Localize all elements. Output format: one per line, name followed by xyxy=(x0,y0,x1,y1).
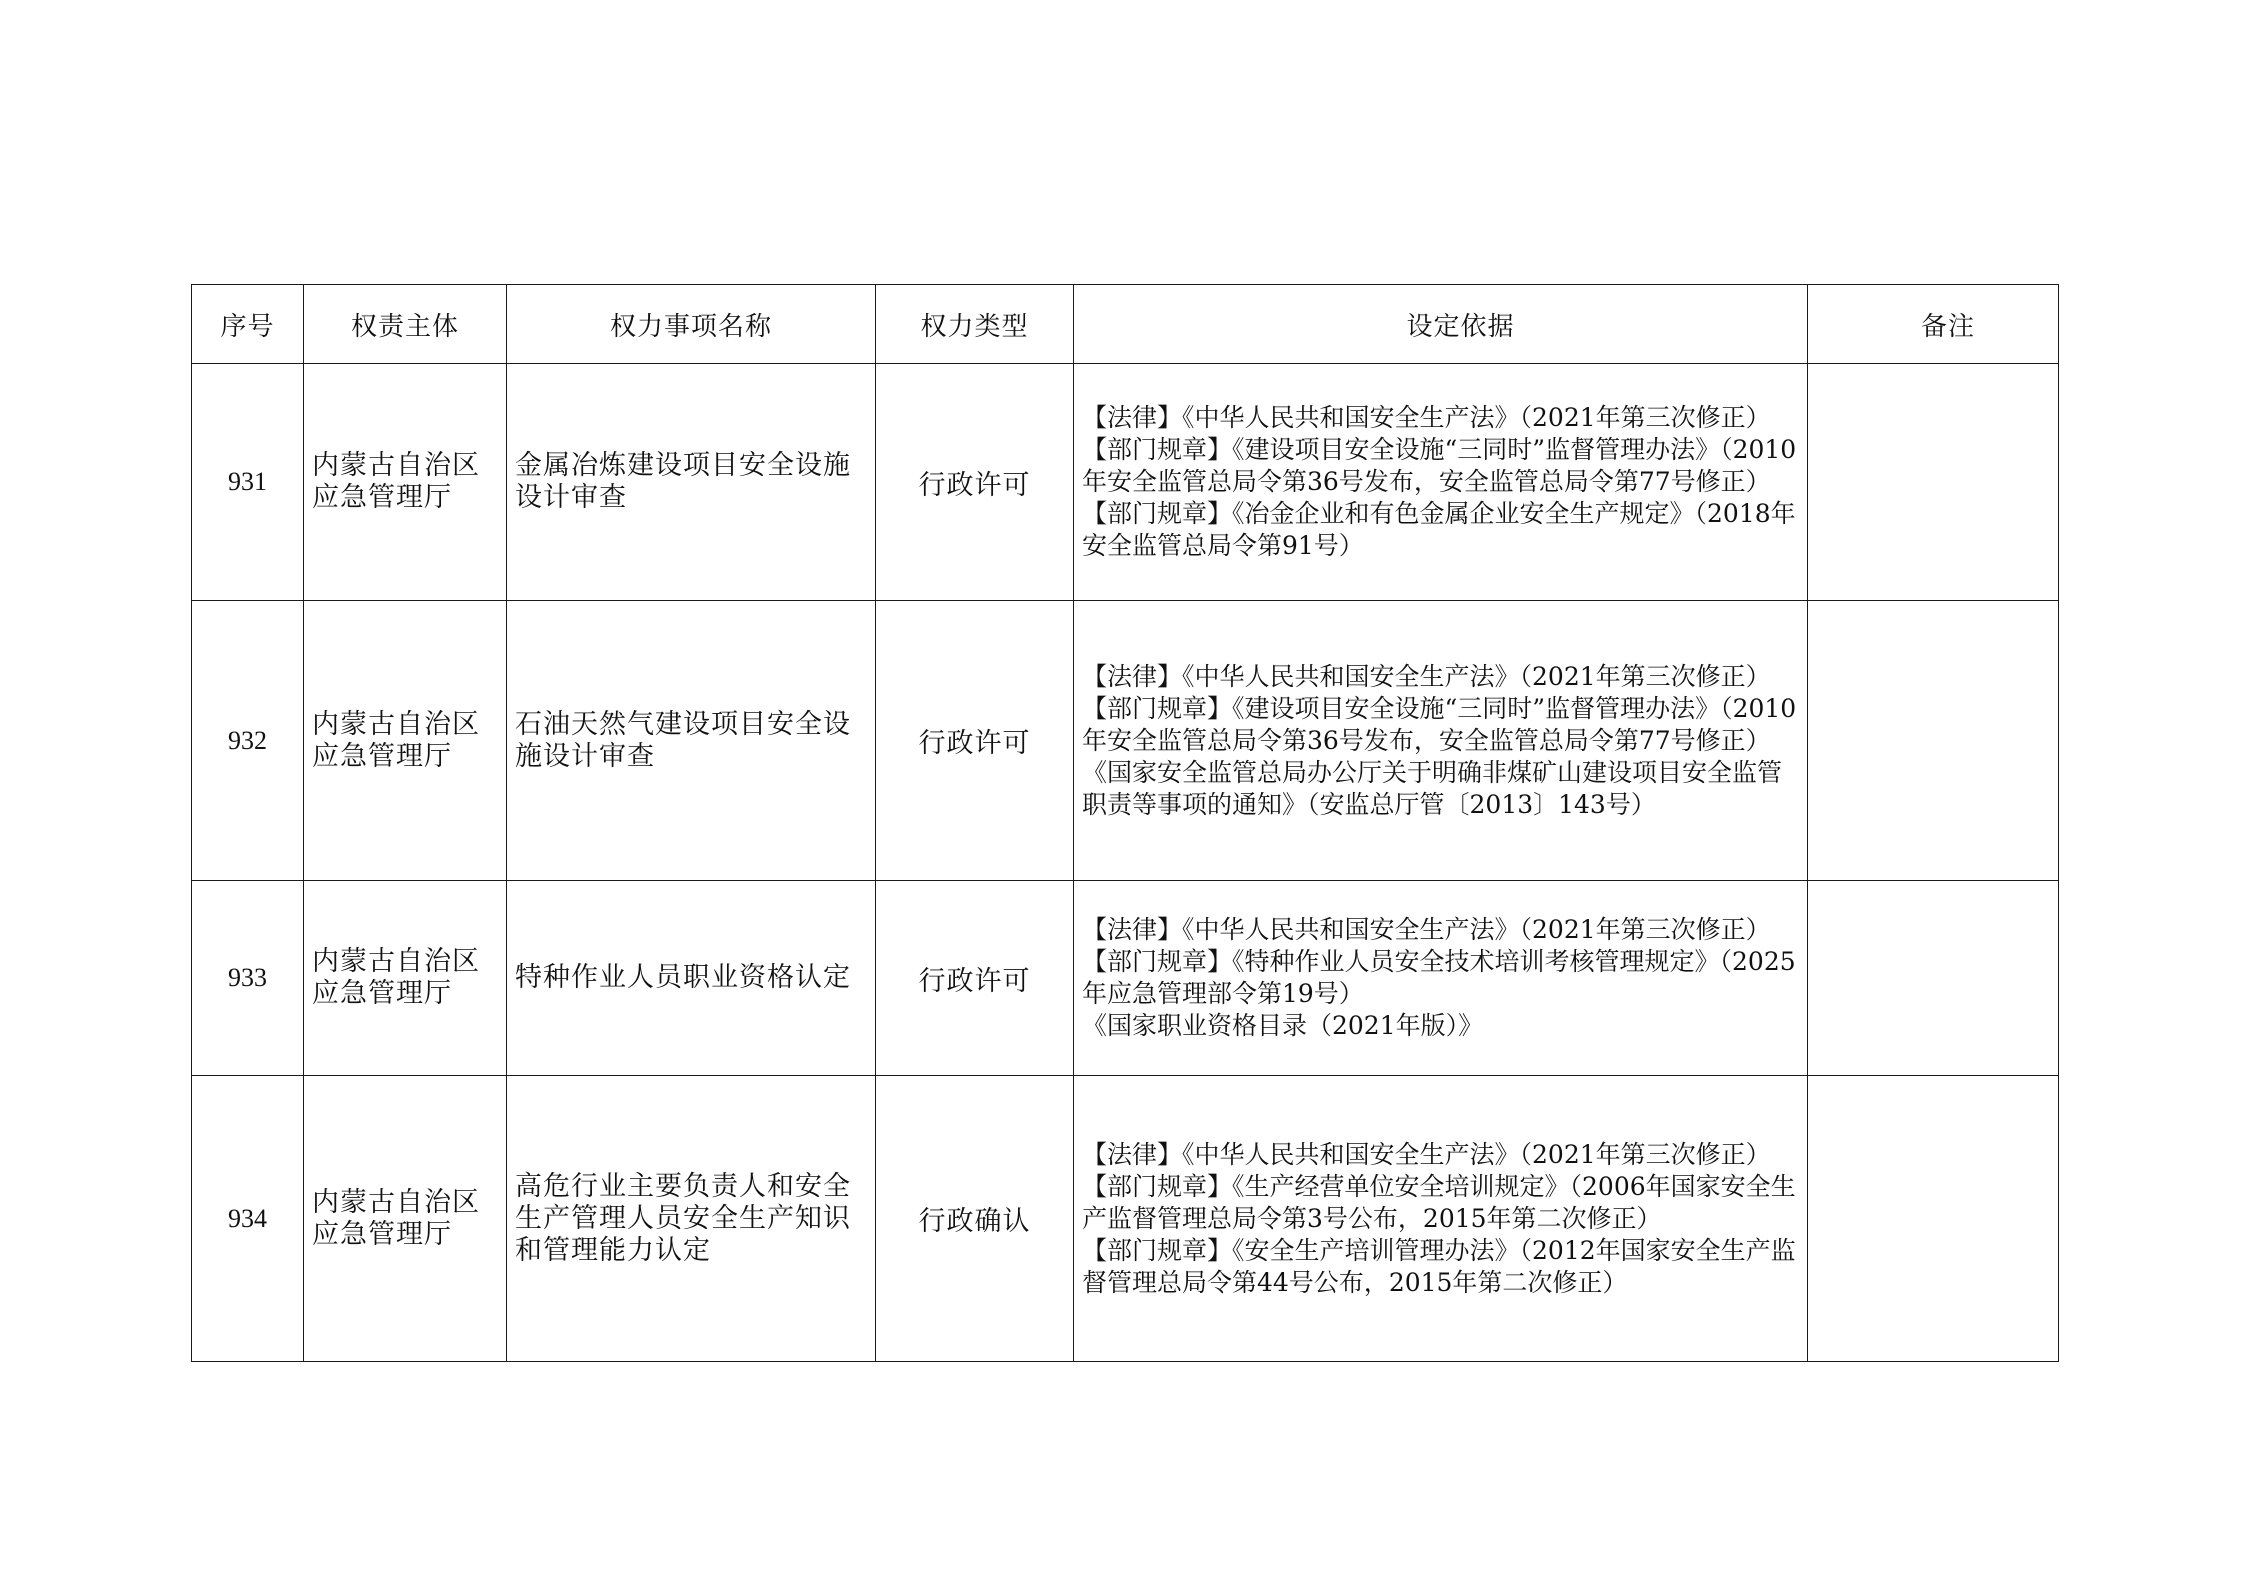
basis-line: 【部门规章】《冶金企业和有色金属企业安全生产规定》（2018年安全监管总局令第91号） xyxy=(1082,499,1796,560)
row-power-type: 行政许可 xyxy=(876,881,1074,1076)
basis-line: 【部门规章】《建设项目安全设施“三同时”监督管理办法》（2010年安全监管总局令第36号发布，安全监管总局令第77号修正） xyxy=(1082,435,1797,496)
table-row xyxy=(192,601,2059,881)
header-basis: 设定依据 xyxy=(1074,285,1808,364)
basis-line: 【部门规章】《生产经营单位安全培训规定》（2006年国家安全生产监督管理总局令第3号公布，2015年第二次修正） xyxy=(1082,1171,1796,1233)
header-subject: 权责主体 xyxy=(304,285,507,364)
row-power-type: 行政确认 xyxy=(876,1076,1074,1362)
row-basis xyxy=(1074,1076,1808,1362)
row-seq: 931 xyxy=(192,364,304,601)
table-header-row xyxy=(192,285,2059,364)
basis-line: 【部门规章】《安全生产培训管理办法》（2012年国家安全生产监督管理总局令第44号公布，2015年第二次修正） xyxy=(1082,1235,1796,1297)
row-seq: 933 xyxy=(192,881,304,1076)
basis-line: 【部门规章】《特种作业人员安全技术培训考核管理规定》（2025年应急管理部令第19号） xyxy=(1082,947,1796,1008)
row-note xyxy=(1808,601,2059,881)
header-seq: 序号 xyxy=(192,285,304,364)
row-note xyxy=(1808,881,2059,1076)
power-list-table xyxy=(191,284,2059,1362)
header-type: 权力类型 xyxy=(876,285,1074,364)
row-seq: 934 xyxy=(192,1076,304,1362)
header-name: 权力事项名称 xyxy=(507,285,876,364)
row-power-type: 行政许可 xyxy=(876,601,1074,881)
header-note: 备注 xyxy=(1808,285,2059,364)
row-seq: 932 xyxy=(192,601,304,881)
table-row xyxy=(192,881,2059,1076)
row-subject: 内蒙古自治区应急管理厅 xyxy=(304,364,507,601)
basis-line: 【法律】《中华人民共和国安全生产法》（2021年第三次修正） xyxy=(1082,661,1771,691)
table-row xyxy=(192,364,2059,601)
basis-line: 【法律】《中华人民共和国安全生产法》（2021年第三次修正） xyxy=(1082,403,1771,432)
row-power-name: 石油天然气建设项目安全设施设计审查 xyxy=(507,601,876,881)
row-power-name: 特种作业人员职业资格认定 xyxy=(507,881,876,1076)
row-power-name: 金属冶炼建设项目安全设施设计审查 xyxy=(507,364,876,601)
row-basis xyxy=(1074,364,1808,601)
basis-line: 【部门规章】《建设项目安全设施“三同时”监督管理办法》（2010年安全监管总局令第36号发布，安全监管总局令第77号修正） xyxy=(1082,693,1797,755)
row-note xyxy=(1808,364,2059,601)
table-row xyxy=(192,1076,2059,1362)
row-subject: 内蒙古自治区应急管理厅 xyxy=(304,881,507,1076)
row-basis xyxy=(1074,881,1808,1076)
row-subject: 内蒙古自治区应急管理厅 xyxy=(304,1076,507,1362)
row-power-type: 行政许可 xyxy=(876,364,1074,601)
row-note xyxy=(1808,1076,2059,1362)
basis-line: 【法律】《中华人民共和国安全生产法》（2021年第三次修正） xyxy=(1082,1139,1771,1169)
row-power-name: 高危行业主要负责人和安全生产管理人员安全生产知识和管理能力认定 xyxy=(507,1076,876,1362)
basis-line: 《国家安全监管总局办公厅关于明确非煤矿山建设项目安全监管职责等事项的通知》（安监总厅管〔2013〕143号） xyxy=(1082,757,1783,819)
basis-line: 《国家职业资格目录（2021年版）》 xyxy=(1082,1011,1484,1040)
row-subject: 内蒙古自治区应急管理厅 xyxy=(304,601,507,881)
row-basis xyxy=(1074,601,1808,881)
basis-line: 【法律】《中华人民共和国安全生产法》（2021年第三次修正） xyxy=(1082,915,1771,944)
